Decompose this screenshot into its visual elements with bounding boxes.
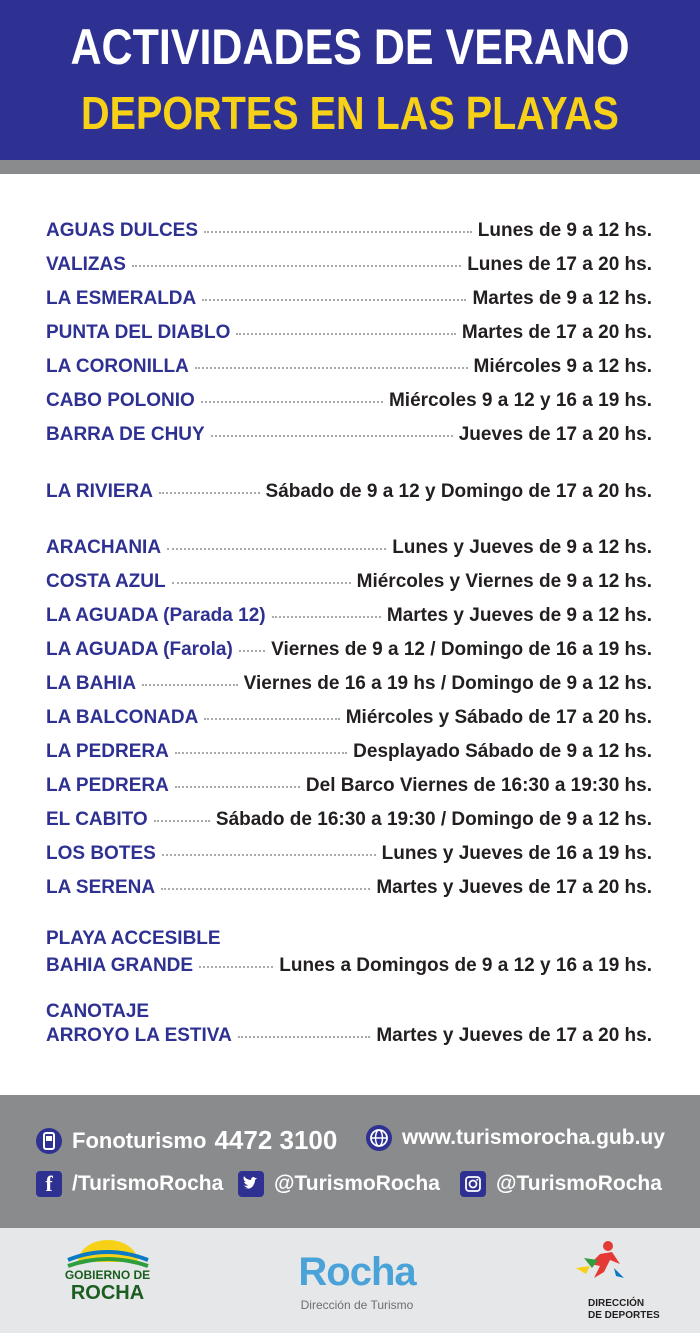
schedule-row: [46, 775, 652, 803]
schedule-time: Martes de 17 a 20 hs.: [461, 322, 652, 343]
schedule-row: [46, 1025, 652, 1053]
place-name: ARROYO LA ESTIVA: [46, 1025, 232, 1046]
schedule-row: [46, 955, 652, 983]
dot-leader: [201, 401, 383, 403]
place-name: PUNTA DEL DIABLO: [46, 322, 231, 343]
phone-contact: [36, 1125, 337, 1156]
dot-leader: [202, 299, 466, 301]
place-name: BARRA DE CHUY: [46, 424, 205, 445]
dot-leader: [161, 888, 370, 890]
dot-leader: [142, 684, 238, 686]
place-name: LA PEDRERA: [46, 775, 169, 796]
facebook-handle[interactable]: /TurismoRocha: [72, 1172, 224, 1195]
dot-leader: [199, 966, 273, 968]
schedule-time: Viernes de 9 a 12 / Domingo de 16 a 19 hs.: [271, 639, 652, 660]
schedule-time: Miércoles y Sábado de 17 a 20 hs.: [345, 707, 652, 728]
dot-leader: [167, 548, 386, 550]
schedule-time: Viernes de 16 a 19 hs / Domingo de 9 a 12 hs.: [243, 673, 652, 694]
schedule-time: Miércoles y Viernes de 9 a 12 hs.: [356, 571, 652, 592]
page-subtitle: DEPORTES EN LAS PLAYAS: [81, 87, 619, 139]
twitter-contact[interactable]: [238, 1171, 440, 1197]
schedule-time: Lunes y Jueves de 16 a 19 hs.: [381, 843, 652, 864]
dot-leader: [195, 367, 468, 369]
place-name: LOS BOTES: [46, 843, 156, 864]
dot-leader: [132, 265, 461, 267]
schedule-row: [46, 537, 652, 565]
contact-band: [0, 1095, 700, 1228]
schedule-row: [46, 220, 652, 248]
dot-leader: [175, 752, 347, 754]
dot-leader: [211, 435, 453, 437]
place-name: ARACHANIA: [46, 537, 162, 558]
gobierno-line1: GOBIERNO DE: [64, 1268, 151, 1282]
instagram-icon: [460, 1171, 486, 1197]
place-name: LA BALCONADA: [46, 707, 199, 728]
page-title: ACTIVIDADES DE VERANO: [70, 19, 630, 75]
dot-leader: [204, 231, 472, 233]
gobierno-line2: ROCHA: [70, 1282, 145, 1304]
dot-leader: [204, 718, 339, 720]
instagram-handle[interactable]: @TurismoRocha: [496, 1172, 662, 1195]
deportes-line2: DE DEPORTES: [588, 1310, 660, 1321]
place-name: LA AGUADA (Farola): [46, 639, 233, 660]
place-name: COSTA AZUL: [46, 571, 166, 592]
schedule-time: Martes y Jueves de 17 a 20 hs.: [376, 1025, 652, 1046]
schedule-row: [46, 843, 652, 871]
schedule-time: Miércoles 9 a 12 hs.: [473, 356, 652, 377]
instagram-contact[interactable]: [460, 1171, 662, 1197]
schedule-time: Miércoles 9 a 12 y 16 a 19 hs.: [388, 390, 652, 411]
schedule-row: [46, 605, 652, 633]
section-heading-canotaje: CANOTAJE: [46, 1001, 150, 1022]
schedule-time: Sábado de 16:30 a 19:30 / Domingo de 9 a 12 hs.: [215, 809, 652, 830]
footer-logos: [0, 1228, 700, 1333]
place-name: VALIZAS: [46, 254, 126, 275]
twitter-icon: [238, 1171, 264, 1197]
place-name: LA CORONILLA: [46, 356, 189, 377]
dot-leader: [154, 820, 210, 822]
section-heading-accesible: PLAYA ACCESIBLE: [46, 928, 221, 949]
schedule-time: Lunes y Jueves de 9 a 12 hs.: [392, 537, 652, 558]
direccion-deportes-logo: [566, 1238, 660, 1328]
globe-icon: [366, 1125, 392, 1151]
place-name: LA RIVIERA: [46, 481, 153, 502]
phone-label: Fonoturismo: [72, 1127, 207, 1153]
schedule-row: [46, 707, 652, 735]
schedule-row: [46, 390, 652, 418]
schedule-row: [46, 424, 652, 452]
schedule-row: [46, 809, 652, 837]
website-contact[interactable]: [366, 1125, 665, 1151]
dot-leader: [236, 333, 456, 335]
place-name: AGUAS DULCES: [46, 220, 199, 241]
place-name: LA PEDRERA: [46, 741, 169, 762]
schedule-row: [46, 481, 652, 509]
rocha-turismo-logo: [282, 1250, 432, 1320]
schedule-time: Del Barco Viernes de 16:30 a 19:30 hs.: [305, 775, 652, 796]
schedule-row: [46, 322, 652, 350]
dot-leader: [272, 616, 381, 618]
schedule-time: Desplayado Sábado de 9 a 12 hs.: [353, 741, 652, 762]
schedule-row: [46, 877, 652, 905]
dot-leader: [239, 650, 265, 652]
sun-waves-icon: [60, 1238, 155, 1268]
gobierno-rocha-logo: [60, 1238, 155, 1323]
place-name: LA BAHIA: [46, 673, 137, 694]
phone-number: 4472 3100: [214, 1125, 338, 1155]
athlete-icon: [570, 1238, 630, 1288]
dot-leader: [175, 786, 300, 788]
schedule-time: Sábado de 9 a 12 y Domingo de 17 a 20 hs.: [265, 481, 652, 502]
website-link[interactable]: www.turismorocha.gub.uy: [402, 1126, 665, 1149]
schedule-time: Lunes de 9 a 12 hs.: [477, 220, 652, 241]
dot-leader: [162, 854, 376, 856]
place-name: EL CABITO: [46, 809, 148, 830]
place-name: LA SERENA: [46, 877, 156, 898]
schedule-row: [46, 356, 652, 384]
dot-leader: [172, 582, 351, 584]
place-name: CABO POLONIO: [46, 390, 195, 411]
schedule-row: [46, 673, 652, 701]
header-banner: [0, 0, 700, 160]
phone-icon: [36, 1128, 62, 1154]
schedule-time: Lunes de 17 a 20 hs.: [467, 254, 652, 275]
schedule-row: [46, 741, 652, 769]
facebook-icon: f: [36, 1171, 62, 1197]
twitter-handle[interactable]: @TurismoRocha: [274, 1172, 440, 1195]
place-name: LA AGUADA (Parada 12): [46, 605, 266, 626]
rocha-wordmark: Rocha: [298, 1250, 416, 1294]
deportes-line1: DIRECCIÓN: [588, 1298, 645, 1309]
schedule-time: Lunes a Domingos de 9 a 12 y 16 a 19 hs.: [279, 955, 652, 976]
rocha-subtitle: Dirección de Turismo: [300, 1298, 414, 1312]
schedule-time: Jueves de 17 a 20 hs.: [458, 424, 652, 445]
dot-leader: [159, 492, 260, 494]
schedule-row: [46, 571, 652, 599]
dot-leader: [238, 1036, 371, 1038]
schedule-time: Martes de 9 a 12 hs.: [472, 288, 652, 309]
schedule-row: [46, 288, 652, 316]
schedule-time: Martes y Jueves de 9 a 12 hs.: [386, 605, 652, 626]
facebook-contact[interactable]: [36, 1171, 223, 1197]
schedule-time: Martes y Jueves de 17 a 20 hs.: [376, 877, 652, 898]
schedule-row: [46, 254, 652, 282]
schedule-row: [46, 639, 652, 667]
header-divider: [0, 160, 700, 174]
place-name: LA ESMERALDA: [46, 288, 197, 309]
place-name: BAHIA GRANDE: [46, 955, 194, 976]
